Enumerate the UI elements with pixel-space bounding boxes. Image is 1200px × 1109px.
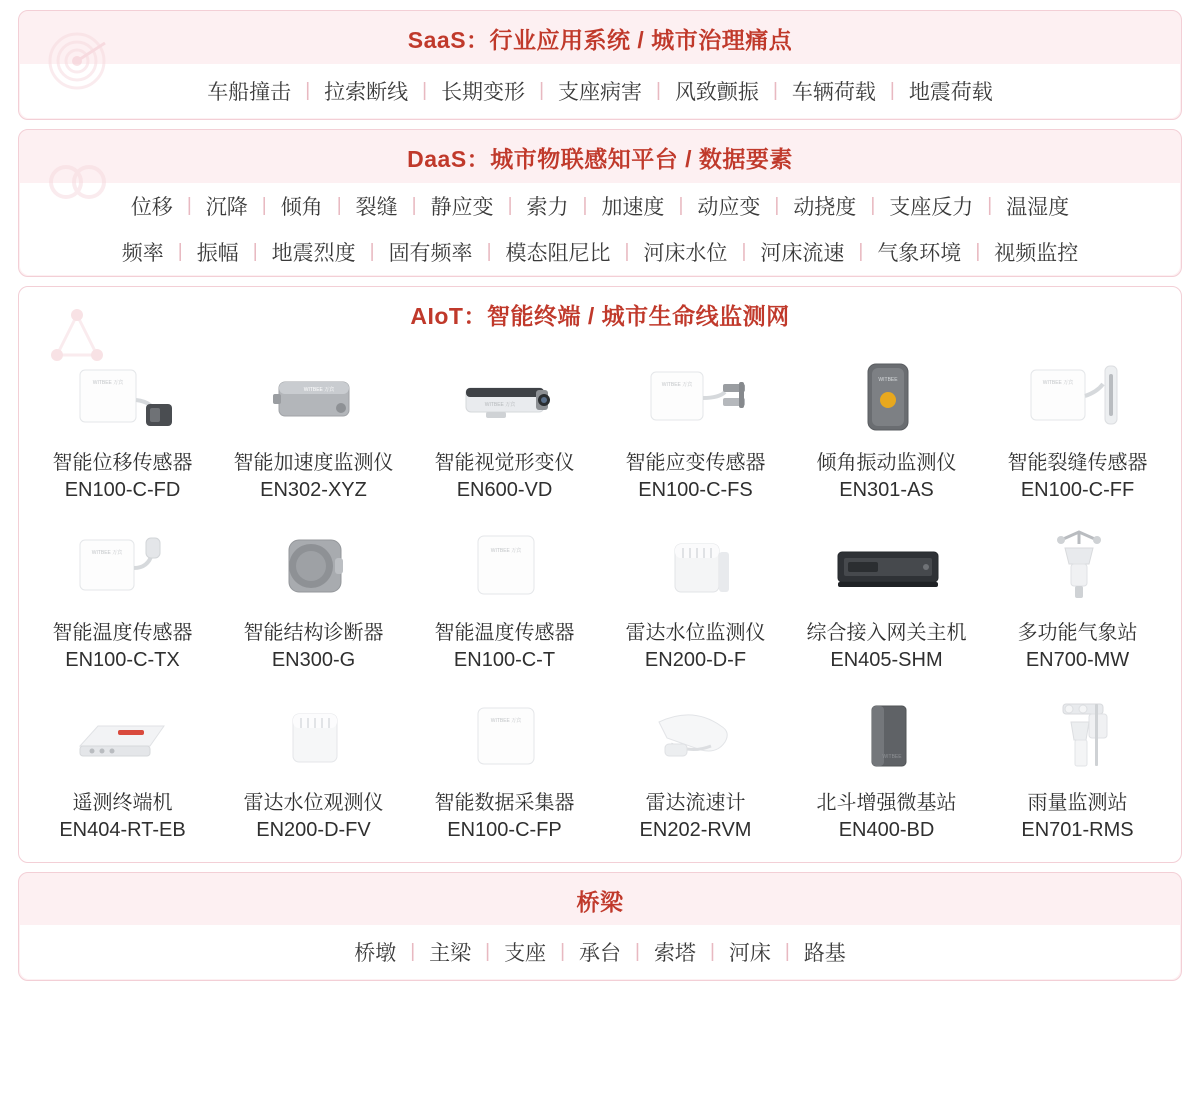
beidou-micro-station-icon	[822, 688, 952, 784]
device-model: EN100-C-FS	[638, 479, 753, 501]
tag-item: 视频监控	[994, 242, 1079, 265]
device-grid	[27, 344, 1173, 850]
device-card[interactable]	[791, 344, 982, 510]
tag-separator: |	[507, 195, 513, 216]
tag-separator: |	[422, 80, 428, 101]
device-name: 智能裂缝传感器	[1007, 452, 1148, 474]
device-card[interactable]	[982, 684, 1173, 850]
tag-item: 主梁	[429, 942, 472, 965]
device-model: EN405-SHM	[830, 649, 943, 671]
tag-separator: |	[582, 195, 588, 216]
tag-separator: |	[858, 241, 864, 262]
tag-item: 静应变	[430, 196, 494, 219]
device-card[interactable]	[27, 684, 218, 850]
daas-title-prefix: DaaS：	[407, 146, 491, 172]
tag-item: 长期变形	[441, 81, 526, 104]
tilt-vibration-monitor-icon	[822, 348, 952, 444]
device-model: EN100-C-FP	[447, 819, 562, 841]
device-model: EN400-BD	[838, 819, 935, 841]
device-model: EN200-D-FV	[256, 819, 371, 841]
tag-separator: |	[741, 241, 747, 262]
device-card[interactable]	[218, 344, 409, 510]
tag-separator: |	[560, 941, 565, 962]
device-card[interactable]	[27, 514, 218, 680]
tag-item: 支座病害	[558, 81, 642, 104]
tag-item: 车船撞击	[207, 81, 292, 104]
device-model: EN301-AS	[839, 479, 934, 501]
saas-body	[20, 64, 1180, 118]
tag-separator: |	[411, 195, 417, 216]
bridge-body	[20, 925, 1180, 979]
device-card[interactable]	[600, 514, 791, 680]
radar-water-level-icon	[631, 518, 761, 614]
tag-item: 拉索断线	[324, 81, 409, 104]
target-watermark-icon	[39, 23, 115, 99]
device-name: 倾角振动监测仪	[816, 452, 957, 474]
daas-tag-row-2	[20, 229, 1180, 275]
aiot-panel	[18, 286, 1182, 863]
daas-title-text: 城市物联感知平台 / 数据要素	[490, 146, 793, 172]
device-name: 雨量监测站	[1027, 792, 1128, 814]
gateway-host-icon	[822, 518, 952, 614]
rain-gauge-station-icon	[1013, 688, 1143, 784]
tag-separator: |	[975, 241, 981, 262]
device-model: EN700-MW	[1025, 649, 1130, 671]
crack-sensor-icon	[1013, 348, 1143, 444]
tag-separator: |	[772, 80, 778, 101]
svg-text:WITBEE 万宾: WITBEE 万宾	[661, 382, 692, 388]
daas-panel	[18, 129, 1182, 277]
device-card[interactable]	[409, 344, 600, 510]
device-model: EN701-RMS	[1021, 819, 1134, 841]
aiot-body	[19, 340, 1181, 862]
device-model: EN202-RVM	[639, 819, 752, 841]
svg-text:WITBEE: WITBEE	[877, 377, 898, 383]
tag-separator: |	[485, 941, 491, 962]
structure-diagnoser-icon	[249, 518, 379, 614]
tag-item: 气象环境	[877, 242, 962, 265]
radar-flow-meter-icon	[631, 688, 761, 784]
device-name: 雷达流速计	[645, 792, 746, 814]
device-card[interactable]	[791, 514, 982, 680]
tag-separator: |	[774, 195, 780, 216]
svg-text:WITBEE 万宾: WITBEE 万宾	[1042, 380, 1073, 386]
radar-water-observer-icon	[249, 688, 379, 784]
tag-item: 河床水位	[643, 242, 728, 265]
tag-separator: |	[336, 195, 342, 216]
bridge-panel	[18, 872, 1182, 981]
tag-item: 桥墩	[354, 942, 397, 965]
device-model: EN302-XYZ	[260, 479, 367, 501]
tag-separator: |	[635, 941, 640, 962]
tag-item: 支座	[504, 942, 547, 965]
network-watermark-icon	[39, 299, 115, 375]
daas-tag-row-1	[20, 183, 1180, 229]
tag-separator: |	[624, 241, 630, 262]
tag-item: 支座反力	[889, 196, 974, 219]
device-name: 综合接入网关主机	[806, 622, 967, 644]
svg-text:WITBEE 万宾: WITBEE 万宾	[490, 718, 521, 724]
tag-item: 频率	[121, 242, 164, 265]
tag-item: 温湿度	[1006, 196, 1070, 219]
device-model: EN300-G	[271, 649, 356, 671]
svg-text:WITBEE 万宾: WITBEE 万宾	[484, 402, 515, 408]
tag-item: 裂缝	[355, 196, 398, 219]
tag-item: 车辆荷载	[791, 81, 876, 104]
tag-item: 振幅	[196, 242, 239, 265]
tag-separator: |	[987, 195, 993, 216]
tag-item: 河床	[728, 942, 771, 965]
device-model: EN404-RT-EB	[59, 819, 186, 841]
tag-separator: |	[709, 941, 715, 962]
saas-title	[19, 11, 1181, 64]
saas-title-prefix: SaaS：	[407, 27, 490, 53]
svg-text:WITBEE 万宾: WITBEE 万宾	[92, 380, 123, 386]
saas-tag-row	[20, 64, 1180, 118]
weather-station-icon	[1013, 518, 1143, 614]
daas-body	[20, 183, 1180, 275]
device-name: 北斗增强微基站	[816, 792, 957, 814]
tag-item: 风致颤振	[674, 81, 759, 104]
tag-item: 固有频率	[388, 242, 473, 265]
saas-title-text: 行业应用系统 / 城市治理痛点	[489, 27, 793, 53]
tag-item: 索力	[526, 196, 569, 219]
device-card[interactable]	[600, 684, 791, 850]
saas-panel	[18, 10, 1182, 120]
device-card[interactable]	[409, 684, 600, 850]
data-collector-icon	[440, 688, 570, 784]
device-card[interactable]	[600, 344, 791, 510]
tag-separator: |	[678, 195, 684, 216]
device-name: 雷达水位监测仪	[625, 622, 766, 644]
tag-item: 沉降	[205, 196, 248, 219]
tag-item: 动挠度	[793, 196, 857, 219]
device-card[interactable]	[218, 684, 409, 850]
tag-item: 河床流速	[760, 242, 845, 265]
device-name: 智能数据采集器	[434, 792, 575, 814]
temperature-sensor-t-icon	[440, 518, 570, 614]
device-name: 智能视觉形变仪	[434, 452, 575, 474]
device-model: EN100-C-FF	[1020, 479, 1135, 501]
tag-separator: |	[889, 80, 895, 101]
infinity-watermark-icon	[39, 142, 115, 218]
device-name: 雷达水位观测仪	[243, 792, 384, 814]
tag-item: 位移	[130, 196, 173, 219]
tag-separator: |	[410, 941, 416, 962]
device-name: 多功能气象站	[1017, 622, 1138, 644]
tag-separator: |	[186, 195, 192, 216]
tag-separator: |	[539, 80, 544, 101]
aiot-title	[19, 287, 1181, 340]
svg-text:WITBEE: WITBEE	[881, 754, 902, 760]
device-name: 智能加速度监测仪	[233, 452, 394, 474]
bridge-tag-row	[20, 925, 1180, 979]
tag-separator: |	[261, 195, 267, 216]
device-name: 智能位移传感器	[52, 452, 193, 474]
tag-item: 地震荷载	[908, 81, 993, 104]
tag-item: 路基	[803, 942, 846, 965]
svg-text:WITBEE 万宾: WITBEE 万宾	[303, 387, 334, 393]
device-name: 智能应变传感器	[625, 452, 766, 474]
svg-text:WITBEE 万宾: WITBEE 万宾	[490, 548, 521, 554]
device-card[interactable]	[982, 514, 1173, 680]
device-card[interactable]	[218, 514, 409, 680]
svg-text:WITBEE 万宾: WITBEE 万宾	[91, 550, 122, 556]
telemetry-terminal-icon	[58, 688, 188, 784]
aiot-title-text: 智能终端 / 城市生命线监测网	[486, 303, 790, 329]
device-name: 智能温度传感器	[52, 622, 193, 644]
tag-separator: |	[784, 941, 790, 962]
device-model: EN100-C-T	[453, 649, 556, 671]
tag-separator: |	[870, 195, 876, 216]
device-model: EN200-D-F	[644, 649, 747, 671]
tag-separator: |	[486, 241, 492, 262]
tag-separator: |	[305, 80, 311, 101]
device-model: EN100-C-FD	[64, 479, 181, 501]
tag-item: 倾角	[280, 196, 323, 219]
tag-separator: |	[369, 241, 375, 262]
aiot-title-prefix: AIoT：	[410, 303, 487, 329]
daas-title	[19, 130, 1181, 183]
device-model: EN100-C-TX	[65, 649, 180, 671]
bridge-title: 桥梁	[576, 889, 624, 915]
device-name: 遥测终端机	[72, 792, 173, 814]
tag-separator: |	[656, 80, 661, 101]
tag-item: 模态阻尼比	[505, 242, 611, 265]
device-model: EN600-VD	[456, 479, 553, 501]
temperature-sensor-tx-icon	[58, 518, 188, 614]
tag-item: 加速度	[601, 196, 665, 219]
tag-item: 动应变	[697, 196, 761, 219]
tag-item: 索塔	[653, 942, 696, 965]
accelerometer-icon	[249, 348, 379, 444]
device-card[interactable]	[791, 684, 982, 850]
device-name: 智能结构诊断器	[243, 622, 384, 644]
device-card[interactable]	[409, 514, 600, 680]
tag-separator: |	[177, 241, 183, 262]
tag-separator: |	[252, 241, 258, 262]
strain-sensor-icon	[631, 348, 761, 444]
tag-item: 地震烈度	[271, 242, 356, 265]
tag-item: 承台	[579, 942, 621, 965]
device-name: 智能温度传感器	[434, 622, 575, 644]
device-card[interactable]	[982, 344, 1173, 510]
vision-camera-icon	[440, 348, 570, 444]
